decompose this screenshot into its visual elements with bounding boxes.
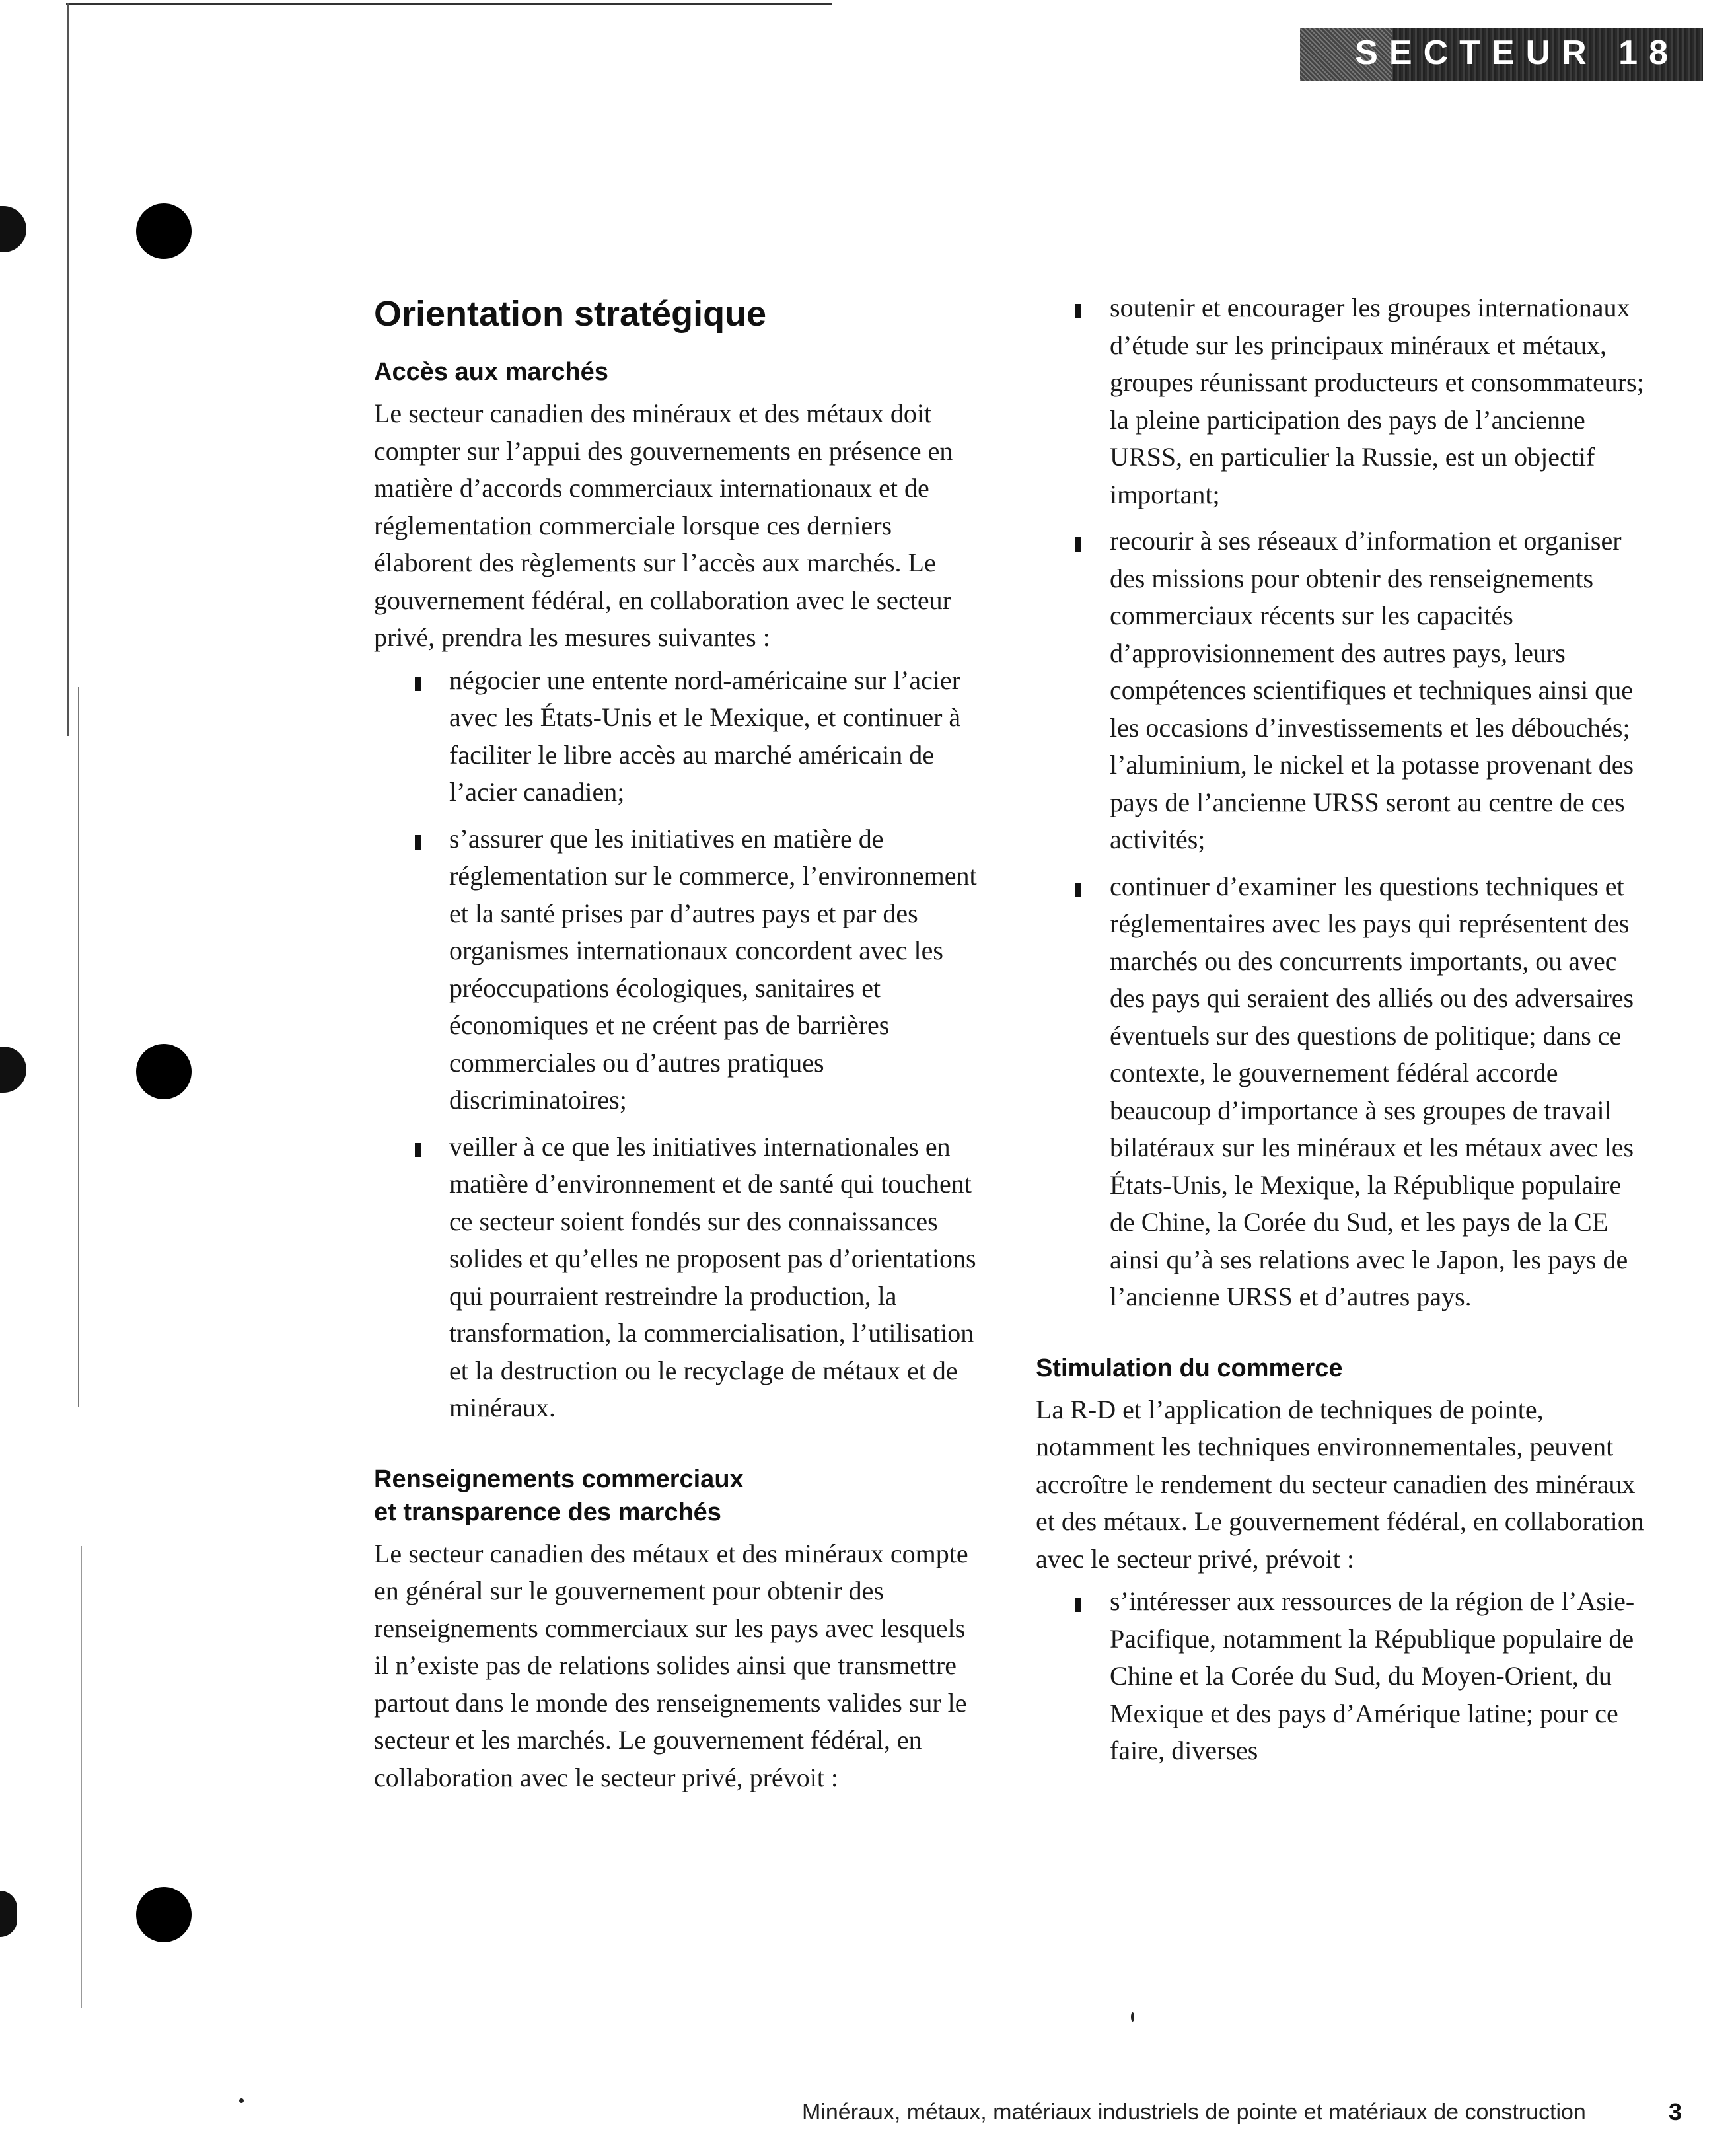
left-page-edge — [67, 3, 69, 736]
list-item: s’intéresser aux ressources de la région de l’Asie-Pacifique, notamment la République populaire de Chine et la Corée du Sud, du Moyen-Orient, du Mexique et des pays d’Amérique latine; pour ce faire, diverses — [1110, 1583, 1650, 1770]
list-item: veiller à ce que les initiatives internationales en matière d’environnement et de santé qui touchent ce secteur soient fondés sur des connaissances solides et qu’elles ne proposent pas d’orientations qui pourraient restreindre la production, la transformation, la commercialisation, l’utilisation et la destruction ou le recyclage de métaux et de minéraux. — [449, 1128, 982, 1427]
section-intro: Le secteur canadien des minéraux et des métaux doit compter sur l’appui des gouvernements en présence en matière d’accords commerciaux internationaux et de réglementation commerciale lorsque ces derniers élaborent des règlements sur l’accès aux marchés. Le gouvernement fédéral, en collaboration avec le secteur privé, prendra les mesures suivantes : — [374, 398, 953, 652]
punch-hole — [136, 1044, 192, 1099]
section-tag-label: SECTEUR 18 — [1355, 34, 1679, 72]
binder-hole-edge — [0, 206, 26, 252]
scan-speck — [1131, 2012, 1134, 2022]
left-page-edge — [81, 1546, 82, 2008]
section-tag — [1300, 28, 1703, 81]
list-item: soutenir et encourager les groupes internationaux d’étude sur les principaux minéraux et métaux, groupes réunissant producteurs et consommateurs; la pleine participation des pays de l’ancienne URSS, en particulier la Russie, est un objectif important; — [1110, 289, 1650, 513]
scan-speck — [239, 2098, 244, 2103]
section-intro: La R-D et l’application de techniques de pointe, notamment les techniques environnementales, peuvent accroître le rendement du secteur canadien des minéraux et des métaux. Le gouvernement fédéral, en collaboration avec le secteur privé, prévoit : — [1036, 1394, 1644, 1574]
list-item: s’assurer que les initiatives en matière de réglementation sur le commerce, l’environnement et la santé prises par d’autres pays et par des organismes internationaux concordent avec les préoccupations écologiques, sanitaires et économiques et ne créent pas de barrières commerciales ou d’autres pratiques discriminatoires; — [449, 821, 982, 1119]
right-column — [1036, 289, 1650, 1779]
page-title: Orientation stratégique — [374, 294, 767, 334]
footer-text: Minéraux, métaux, matériaux industriels de pointe et matériaux de construction — [802, 2100, 1586, 2125]
section-heading: Stimulation du commerce — [1036, 1354, 1343, 1382]
left-column — [374, 291, 982, 1796]
binder-hole-edge — [0, 1047, 26, 1093]
section-intro: Le secteur canadien des métaux et des minéraux compte en général sur le gouvernement pour obtenir des renseignements commerciaux sur les pays avec lesquels il n’existe pas de relations solides ainsi que transmettre partout dans le monde des renseignements valides sur le secteur et les marchés. Le gouvernement fédéral, en collaboration avec le secteur privé, prévoit : — [374, 1538, 968, 1792]
punch-hole — [136, 1887, 192, 1942]
left-page-edge — [78, 687, 79, 1407]
section-heading: Accès aux marchés — [374, 358, 608, 386]
binder-hole-edge — [0, 1891, 17, 1937]
bullet-list — [374, 662, 982, 1427]
top-rule — [66, 3, 832, 5]
punch-hole — [136, 203, 192, 259]
list-item: recourir à ses réseaux d’information et organiser des missions pour obtenir des renseignements commerciaux récents sur les capacités d’approvisionnement des autres pays, leurs compétences scientifiques et techniques ainsi que les occasions d’investissements et les débouchés; l’aluminium, le nickel et la potasse provenant des pays de l’ancienne URSS seront au centre de ces activités; — [1110, 523, 1650, 859]
section-heading-line: et transparence des marchés — [374, 1498, 721, 1526]
spacer — [374, 1436, 982, 1463]
bullet-list — [1036, 1583, 1650, 1770]
list-item: continuer d’examiner les questions techniques et réglementaires avec les pays qui représentent des marchés ou des concurrents importants, ou avec des pays qui seraient des alliés ou des adversaires éventuels sur des questions de politique; dans ce contexte, le gouvernement fédéral accorde beaucoup d’importance à ses groupes de travail bilatéraux sur les minéraux et les métaux avec les États-Unis, le Mexique, la République populaire de Chine, la Corée du Sud, et les pays de la CE ainsi qu’à ses relations avec le Japon, les pays de l’ancienne URSS et d’autres pays. — [1110, 868, 1650, 1316]
list-item: négocier une entente nord-américaine sur l’acier avec les États-Unis et le Mexique, et continuer à faciliter le libre accès au marché américain de l’acier canadien; — [449, 662, 982, 811]
spacer — [1036, 1325, 1650, 1352]
section-heading-line: Renseignements commerciaux — [374, 1465, 744, 1493]
bullet-list — [1036, 289, 1650, 1316]
page-number: 3 — [1669, 2098, 1682, 2125]
section-heading — [374, 1463, 982, 1529]
